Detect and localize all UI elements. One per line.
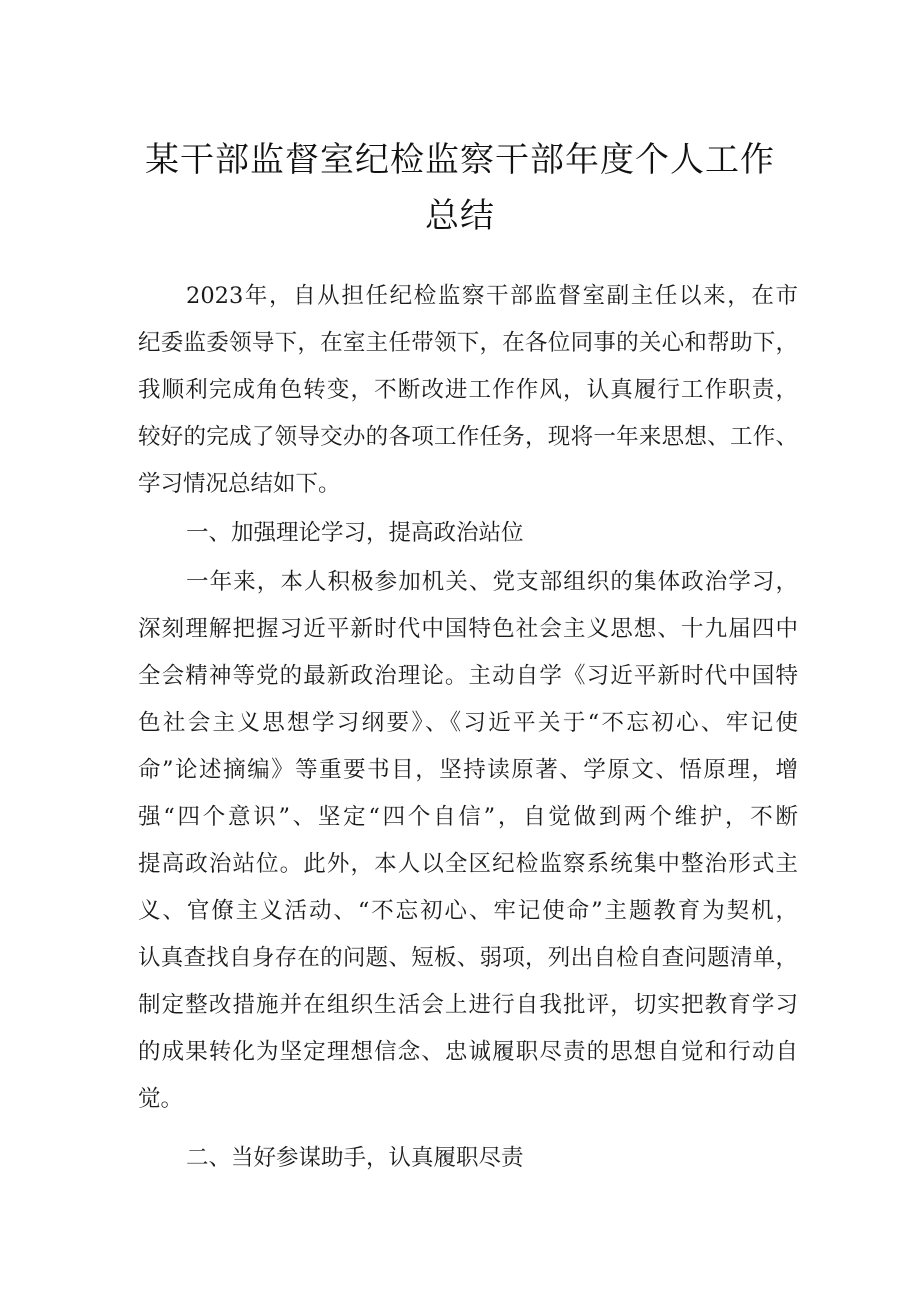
section1-line: 义、官僚主义活动、“不忘初心、牢记使命”主题教育为契机，: [138, 898, 798, 924]
section1-line: 全会精神等党的最新政治理论。主动自学《习近平新时代中国特: [138, 663, 798, 689]
section1-line: 深刻理解把握习近平新时代中国特色社会主义思想、十九届四中: [138, 616, 798, 642]
document-title-line-1: 某干部监督室纪检监察干部年度个人工作: [145, 140, 775, 180]
section1-line: 强“四个意识”、坚定“四个自信”，自觉做到两个维护，不断: [138, 804, 798, 830]
section1-line: 认真查找自身存在的问题、短板、弱项，列出自检自查问题清单，: [138, 945, 798, 971]
intro-line: 学习情况总结如下。: [138, 471, 341, 497]
section1-line: 提高政治站位。此外，本人以全区纪检监察系统集中整治形式主: [138, 851, 798, 877]
section-heading-1: 一、加强理论学习，提高政治站位: [186, 520, 524, 546]
intro-line: 纪委监委领导下，在室主任带领下，在各位同事的关心和帮助下，: [138, 330, 798, 356]
section1-line: 命”论述摘编》等重要书目，坚持读原著、学原文、悟原理，增: [138, 757, 798, 783]
section1-line: 觉。: [138, 1086, 184, 1112]
section1-line: 色社会主义思想学习纲要》、《习近平关于“不忘初心、牢记使: [138, 710, 798, 736]
document-title-line-2: 总结: [425, 196, 495, 236]
section-heading-2: 二、当好参谋助手，认真履职尽责: [186, 1145, 524, 1171]
intro-line: 2023年，自从担任纪检监察干部监督室副主任以来，在市: [186, 283, 798, 309]
section1-line: 的成果转化为坚定理想信念、忠诚履职尽责的思想自觉和行动自: [138, 1039, 798, 1065]
intro-line: 我顺利完成角色转变，不断改进工作作风，认真履行工作职责，: [138, 377, 798, 403]
section1-line: 制定整改措施并在组织生活会上进行自我批评，切实把教育学习: [138, 992, 798, 1018]
section1-line: 一年来，本人积极参加机关、党支部组织的集体政治学习，: [186, 569, 798, 595]
intro-line: 较好的完成了领导交办的各项工作任务，现将一年来思想、工作、: [138, 424, 798, 450]
